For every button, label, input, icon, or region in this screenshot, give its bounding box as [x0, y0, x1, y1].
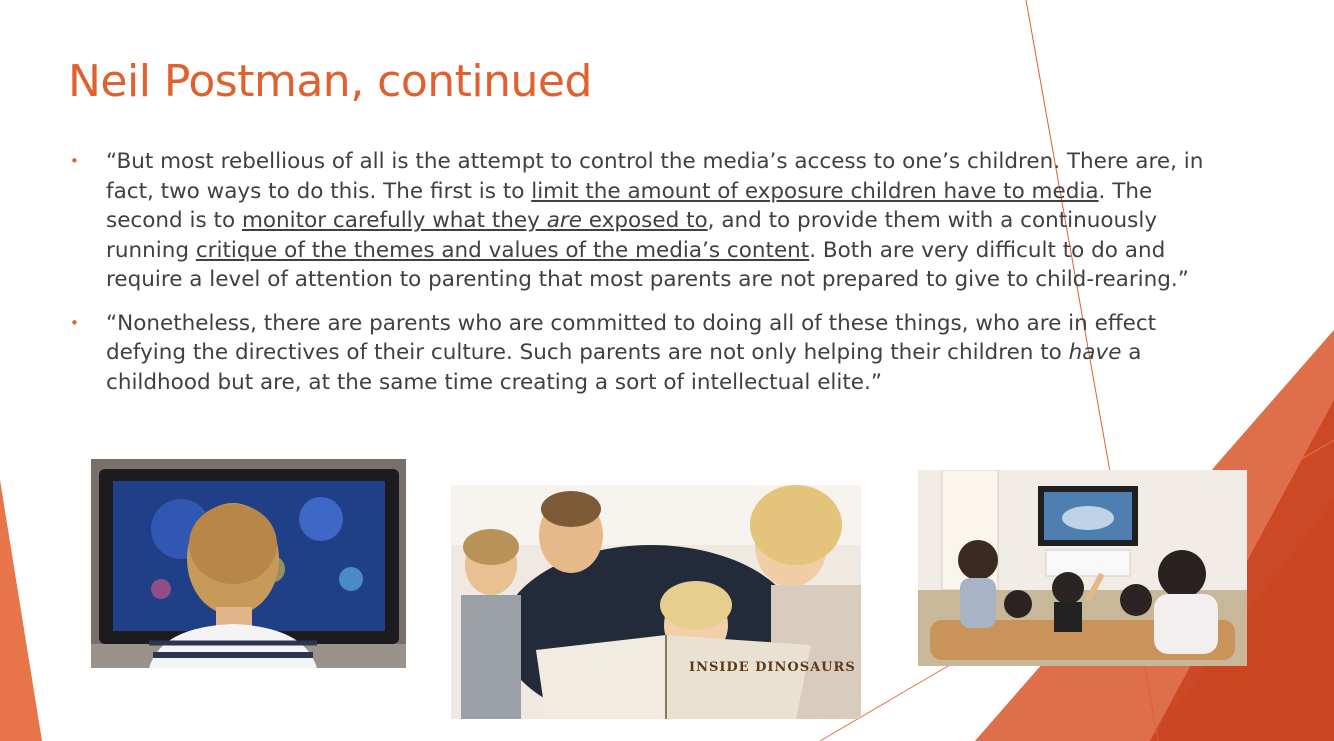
quote-text: “But most rebellious of all is the attempt to control the media’s access to one’s children. There are, in fact, two ways to do this. The first is to: [106, 149, 1204, 204]
bullet-marker: •: [70, 152, 79, 170]
underlined-phrase: [242, 208, 708, 233]
quote-text: . The second is to: [106, 178, 1153, 233]
italic-word: have: [1068, 340, 1122, 365]
family-reading-photo: [451, 485, 861, 719]
quote-text: , and to provide them with a continuously running: [106, 208, 1158, 263]
children-on-sofa-photo: [918, 470, 1247, 666]
bullet-marker: •: [70, 313, 79, 332]
underlined-phrase: limit the amount of exposure children have to media: [531, 178, 1099, 204]
quote-text: . Both are very difficult to do and require a level of attention to parenting that most parents are not prepared to give to child-rearing.”: [106, 237, 1189, 292]
quote-text: “Nonetheless, there are parents who are committed to doing all of these things, who are in effect defying the directives of their culture. Such parents are not only helping their children to: [106, 310, 1157, 365]
bullet-item-quote-2: [70, 309, 1210, 398]
tv-icon: [91, 459, 406, 668]
boy-watching-tv-photo: [91, 459, 406, 668]
book-cover-text: INSIDE DINOSAURS: [689, 660, 856, 675]
quote-text: a childhood but are, at the same time creating a sort of intellectual elite.”: [106, 340, 1142, 395]
underlined-text: monitor carefully what they: [241, 208, 547, 233]
bullet-item-quote-1: [70, 147, 1210, 295]
underlined-phrase: critique of the themes and values of the media’s content: [195, 237, 810, 263]
italic-word: are: [546, 208, 582, 233]
underlined-text: exposed to: [581, 208, 708, 233]
sofa-tv-icon: [918, 470, 1247, 666]
bullet-list: [70, 147, 1210, 411]
left-accent-shape: [0, 480, 42, 741]
slide-title: Neil Postman, continued: [68, 56, 592, 107]
family-icon: [451, 485, 861, 719]
